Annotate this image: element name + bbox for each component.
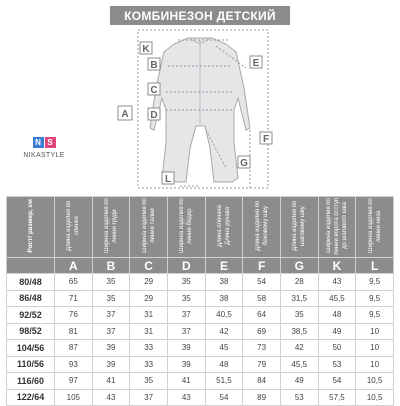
value-cell: 41 bbox=[92, 373, 130, 390]
value-cell: 45,5 bbox=[318, 290, 356, 307]
table-row bbox=[7, 389, 394, 406]
value-cell: 93 bbox=[55, 356, 93, 373]
value-cell: 49 bbox=[280, 373, 318, 390]
value-cell: 39 bbox=[167, 340, 205, 357]
value-cell: 35 bbox=[280, 307, 318, 324]
value-cell: 28 bbox=[280, 274, 318, 291]
size-cell: 80/48 bbox=[7, 274, 55, 291]
value-cell: 53 bbox=[280, 389, 318, 406]
label-l bbox=[162, 172, 174, 185]
value-cell: 57,5 bbox=[318, 389, 356, 406]
value-cell: 39 bbox=[167, 356, 205, 373]
header-col: Ширина изделия по линии бёдер bbox=[167, 197, 205, 258]
header-size: Рост/ размер, см bbox=[7, 197, 55, 258]
table-header-row bbox=[7, 197, 394, 258]
value-cell: 29 bbox=[130, 290, 168, 307]
size-cell: 110/56 bbox=[7, 356, 55, 373]
letter-cell: A bbox=[55, 258, 93, 274]
value-cell: 105 bbox=[55, 389, 93, 406]
letter-cell: E bbox=[205, 258, 243, 274]
size-chart-table bbox=[6, 196, 394, 406]
table-letter-row bbox=[7, 258, 394, 274]
value-cell: 37 bbox=[167, 323, 205, 340]
value-cell: 9,5 bbox=[356, 307, 394, 324]
size-cell: 86/48 bbox=[7, 290, 55, 307]
value-cell: 43 bbox=[167, 389, 205, 406]
value-cell: 54 bbox=[243, 274, 281, 291]
value-cell: 31 bbox=[130, 307, 168, 324]
label-d bbox=[148, 108, 160, 121]
letter-cell: F bbox=[243, 258, 281, 274]
value-cell: 51,5 bbox=[205, 373, 243, 390]
value-cell: 73 bbox=[243, 340, 281, 357]
value-cell: 37 bbox=[167, 307, 205, 324]
svg-text:B: B bbox=[150, 60, 158, 71]
table-row bbox=[7, 274, 394, 291]
value-cell: 38 bbox=[205, 274, 243, 291]
logo-text: NIKASTYLE bbox=[23, 152, 65, 159]
letter-cell: G bbox=[280, 258, 318, 274]
value-cell: 37 bbox=[130, 389, 168, 406]
table-row bbox=[7, 307, 394, 324]
page-title: КОМБИНЕЗОН ДЕТСКИЙ bbox=[110, 6, 290, 25]
label-f bbox=[260, 132, 272, 145]
svg-text:G: G bbox=[240, 158, 248, 169]
label-k bbox=[140, 42, 152, 55]
value-cell: 45,5 bbox=[280, 356, 318, 373]
value-cell: 35 bbox=[167, 274, 205, 291]
table-row bbox=[7, 356, 394, 373]
logo-mark-left: N bbox=[33, 137, 44, 148]
value-cell: 84 bbox=[243, 373, 281, 390]
svg-text:K: K bbox=[142, 44, 150, 55]
label-e bbox=[250, 56, 262, 69]
value-cell: 39 bbox=[92, 340, 130, 357]
size-cell: 92/52 bbox=[7, 307, 55, 324]
svg-text:A: A bbox=[121, 109, 129, 120]
value-cell: 31,5 bbox=[280, 290, 318, 307]
value-cell: 37 bbox=[92, 323, 130, 340]
value-cell: 35 bbox=[167, 290, 205, 307]
value-cell: 39 bbox=[92, 356, 130, 373]
size-cell: 98/52 bbox=[7, 323, 55, 340]
value-cell: 53 bbox=[318, 356, 356, 373]
svg-text:L: L bbox=[164, 174, 172, 185]
header-col: Длина изделия по шаговому шву bbox=[280, 197, 318, 258]
value-cell: 54 bbox=[318, 373, 356, 390]
value-cell: 58 bbox=[243, 290, 281, 307]
header-col: Длина плечача Длина рукава bbox=[205, 197, 243, 258]
garment-diagram bbox=[0, 28, 400, 193]
value-cell: 41 bbox=[167, 373, 205, 390]
size-cell: 104/56 bbox=[7, 340, 55, 357]
size-cell: 116/60 bbox=[7, 373, 55, 390]
value-cell: 45 bbox=[205, 340, 243, 357]
value-cell: 54 bbox=[205, 389, 243, 406]
value-cell: 9,5 bbox=[356, 274, 394, 291]
label-a bbox=[118, 106, 132, 120]
letter-cell: B bbox=[92, 258, 130, 274]
value-cell: 48 bbox=[205, 356, 243, 373]
header-col: Ширина изделия по линии низа bbox=[356, 197, 394, 258]
value-cell: 35 bbox=[130, 373, 168, 390]
value-cell: 64 bbox=[243, 307, 281, 324]
value-cell: 42 bbox=[280, 340, 318, 357]
table-row bbox=[7, 340, 394, 357]
value-cell: 10 bbox=[356, 323, 394, 340]
value-cell: 31 bbox=[130, 323, 168, 340]
value-cell: 9,5 bbox=[356, 290, 394, 307]
value-cell: 49 bbox=[318, 323, 356, 340]
value-cell: 87 bbox=[55, 340, 93, 357]
letter-cell: L bbox=[356, 258, 394, 274]
svg-text:C: C bbox=[150, 85, 158, 96]
value-cell: 71 bbox=[55, 290, 93, 307]
brand-logo bbox=[14, 132, 74, 159]
table-row bbox=[7, 290, 394, 307]
value-cell: 10 bbox=[356, 356, 394, 373]
header-col: Длина изделия по спинке bbox=[55, 197, 93, 258]
logo-mark-right: S bbox=[45, 137, 56, 148]
value-cell: 38 bbox=[205, 290, 243, 307]
label-g bbox=[238, 156, 250, 169]
value-cell: 81 bbox=[55, 323, 93, 340]
value-cell: 10,5 bbox=[356, 373, 394, 390]
value-cell: 65 bbox=[55, 274, 93, 291]
value-cell: 50 bbox=[318, 340, 356, 357]
table-row bbox=[7, 323, 394, 340]
value-cell: 10,5 bbox=[356, 389, 394, 406]
value-cell: 40,5 bbox=[205, 307, 243, 324]
value-cell: 35 bbox=[92, 290, 130, 307]
letter-cell: K bbox=[318, 258, 356, 274]
value-cell: 37 bbox=[92, 307, 130, 324]
table-row bbox=[7, 373, 394, 390]
value-cell: 79 bbox=[243, 356, 281, 373]
value-cell: 29 bbox=[130, 274, 168, 291]
value-cell: 10 bbox=[356, 340, 394, 357]
svg-text:F: F bbox=[262, 134, 270, 145]
header-col: Ширина изделия по линии ворота отступ до шагового шва bbox=[318, 197, 356, 258]
value-cell: 33 bbox=[130, 340, 168, 357]
value-cell: 48 bbox=[318, 307, 356, 324]
size-cell: 122/64 bbox=[7, 389, 55, 406]
value-cell: 33 bbox=[130, 356, 168, 373]
svg-text:E: E bbox=[252, 58, 260, 69]
value-cell: 89 bbox=[243, 389, 281, 406]
value-cell: 42 bbox=[205, 323, 243, 340]
value-cell: 97 bbox=[55, 373, 93, 390]
value-cell: 35 bbox=[92, 274, 130, 291]
value-cell: 38,5 bbox=[280, 323, 318, 340]
letter-empty bbox=[7, 258, 55, 274]
value-cell: 76 bbox=[55, 307, 93, 324]
label-b bbox=[148, 58, 160, 71]
svg-text:D: D bbox=[150, 110, 158, 121]
value-cell: 43 bbox=[92, 389, 130, 406]
header-col: Ширина изделия по линии талии bbox=[130, 197, 168, 258]
letter-cell: D bbox=[167, 258, 205, 274]
label-c bbox=[148, 83, 160, 96]
value-cell: 69 bbox=[243, 323, 281, 340]
letter-cell: C bbox=[130, 258, 168, 274]
header-col: Длина изделия по боковому шву bbox=[243, 197, 281, 258]
value-cell: 43 bbox=[318, 274, 356, 291]
header-col: Ширина изделия по линии груди bbox=[92, 197, 130, 258]
